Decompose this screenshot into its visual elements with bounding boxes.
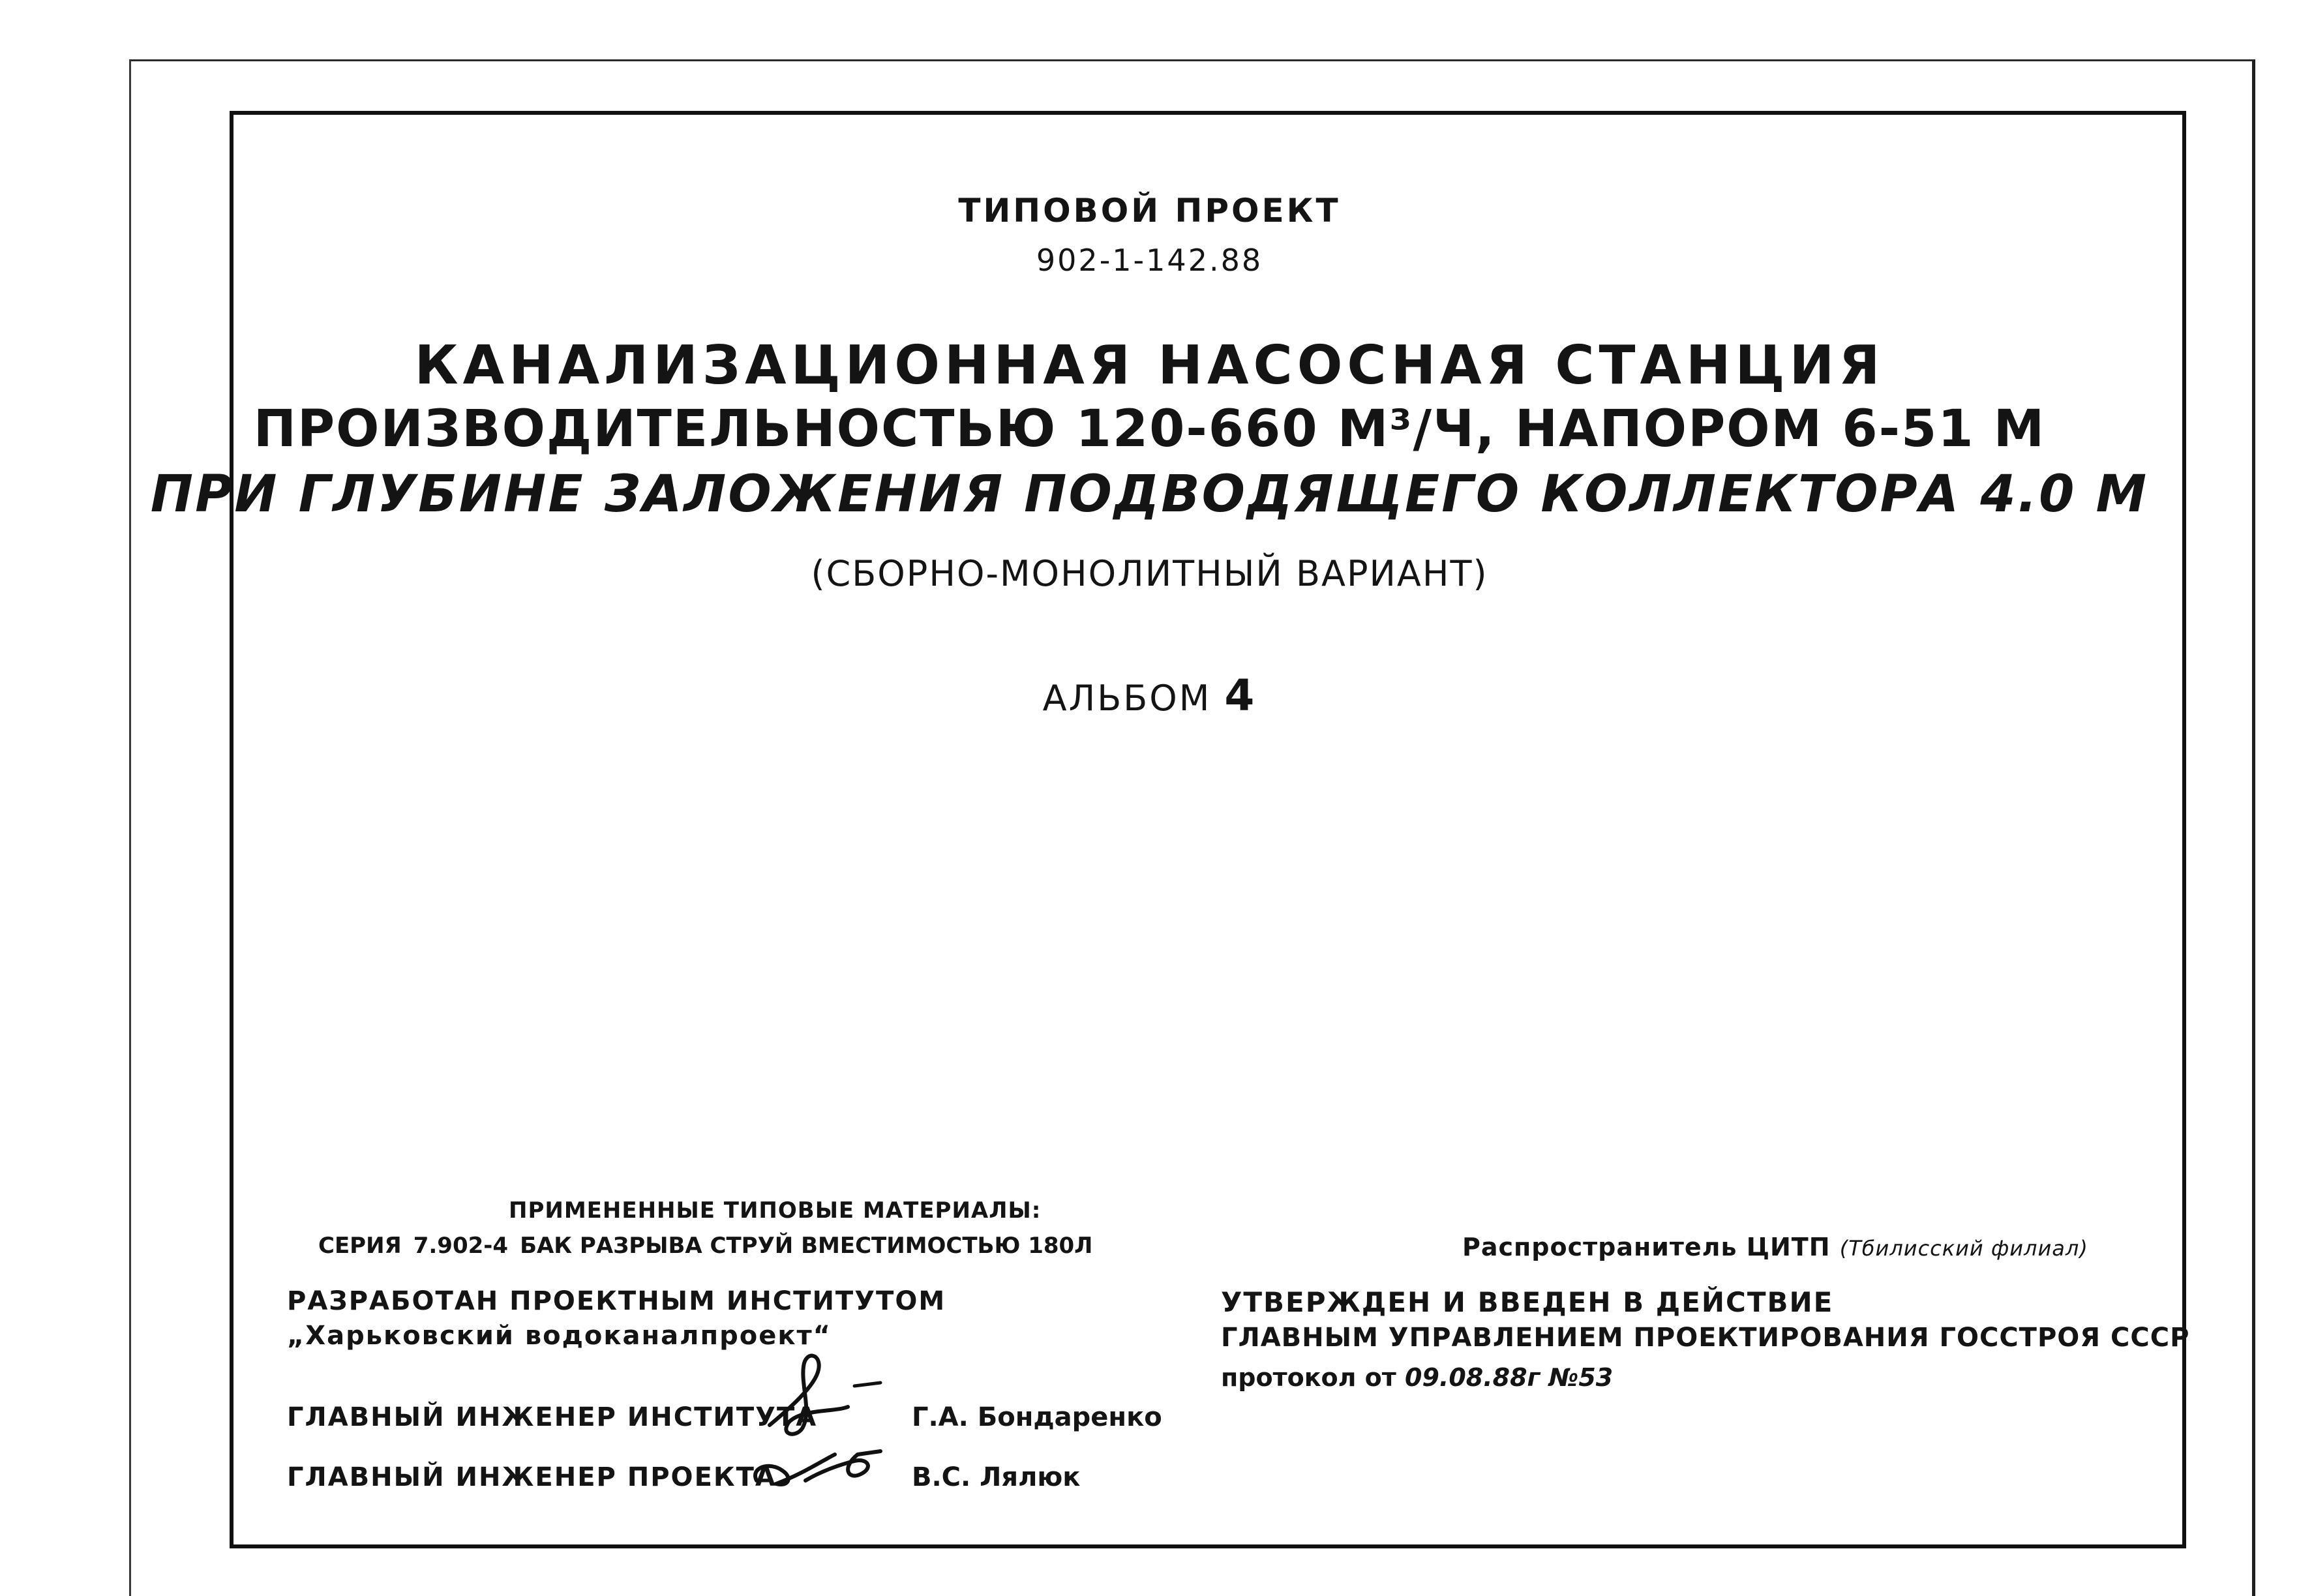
series-desc: БАК РАЗРЫВА СТРУЙ ВМЕСТИМОСТЬЮ 180Л [520,1233,1093,1259]
variant-subtitle: (СБОРНО-МОНОЛИТНЫЙ ВАРИАНТ) [811,553,1488,594]
title-line-2: ПРОИЗВОДИТЕЛЬНОСТЬЮ 120-660 М³/Ч, НАПОРОМ 6-51 М [253,400,2046,459]
project-type: ТИПОВОЙ ПРОЕКТ [958,192,1341,230]
protocol-prefix: протокол от [1221,1363,1396,1392]
album-heading [0,670,2299,721]
distributor [1462,1233,2088,1261]
distributor-note: (Тбилисский филиал) [1839,1236,2088,1261]
approval-protocol [1221,1363,1613,1392]
approval-line-2: ГЛАВНЫМ УПРАВЛЕНИЕМ ПРОЕКТИРОВАНИЯ ГОССТРОЯ СССР [1221,1323,2190,1353]
chief-institute-name: Г.А. Бондаренко [912,1402,1162,1432]
chief-project-label: ГЛАВНЫЙ ИНЖЕНЕР ПРОЕКТА [287,1462,777,1492]
signature-chief-institute [744,1347,894,1445]
protocol-ref: 09.08.88г №53 [1405,1363,1614,1392]
developer-line-1: РАЗРАБОТАН ПРОЕКТНЫМ ИНСТИТУТОМ [287,1286,946,1316]
chief-project-name: В.С. Лялюк [912,1462,1081,1492]
series-code: 7.902-4 [413,1233,509,1259]
materials-series [318,1233,1104,1259]
album-number: 4 [1224,670,1257,721]
chief-institute-label: ГЛАВНЫЙ ИНЖЕНЕР ИНСТИТУТА [287,1402,818,1432]
signature-chief-project [744,1435,894,1494]
approval-line-1: УТВЕРЖДЕН И ВВЕДЕН В ДЕЙСТВИЕ [1221,1286,1834,1318]
title-line-3: ПРИ ГЛУБИНЕ ЗАЛОЖЕНИЯ ПОДВОДЯЩЕГО КОЛЛЕКТОРА 4.0 М [150,465,2149,524]
album-label: АЛЬБОМ [1042,678,1212,719]
materials-title: ПРИМЕНЕННЫЕ ТИПОВЫЕ МАТЕРИАЛЫ: [509,1197,1042,1224]
series-label: СЕРИЯ [318,1233,402,1259]
title-line-1: КАНАЛИЗАЦИОННАЯ НАСОСНАЯ СТАНЦИЯ [414,335,1885,397]
distributor-label: Распространитель ЦИТП [1462,1233,1831,1261]
developer-line-2: „Харьковский водоканалпроект“ [287,1321,832,1351]
project-number: 902-1-142.88 [1036,243,1263,278]
